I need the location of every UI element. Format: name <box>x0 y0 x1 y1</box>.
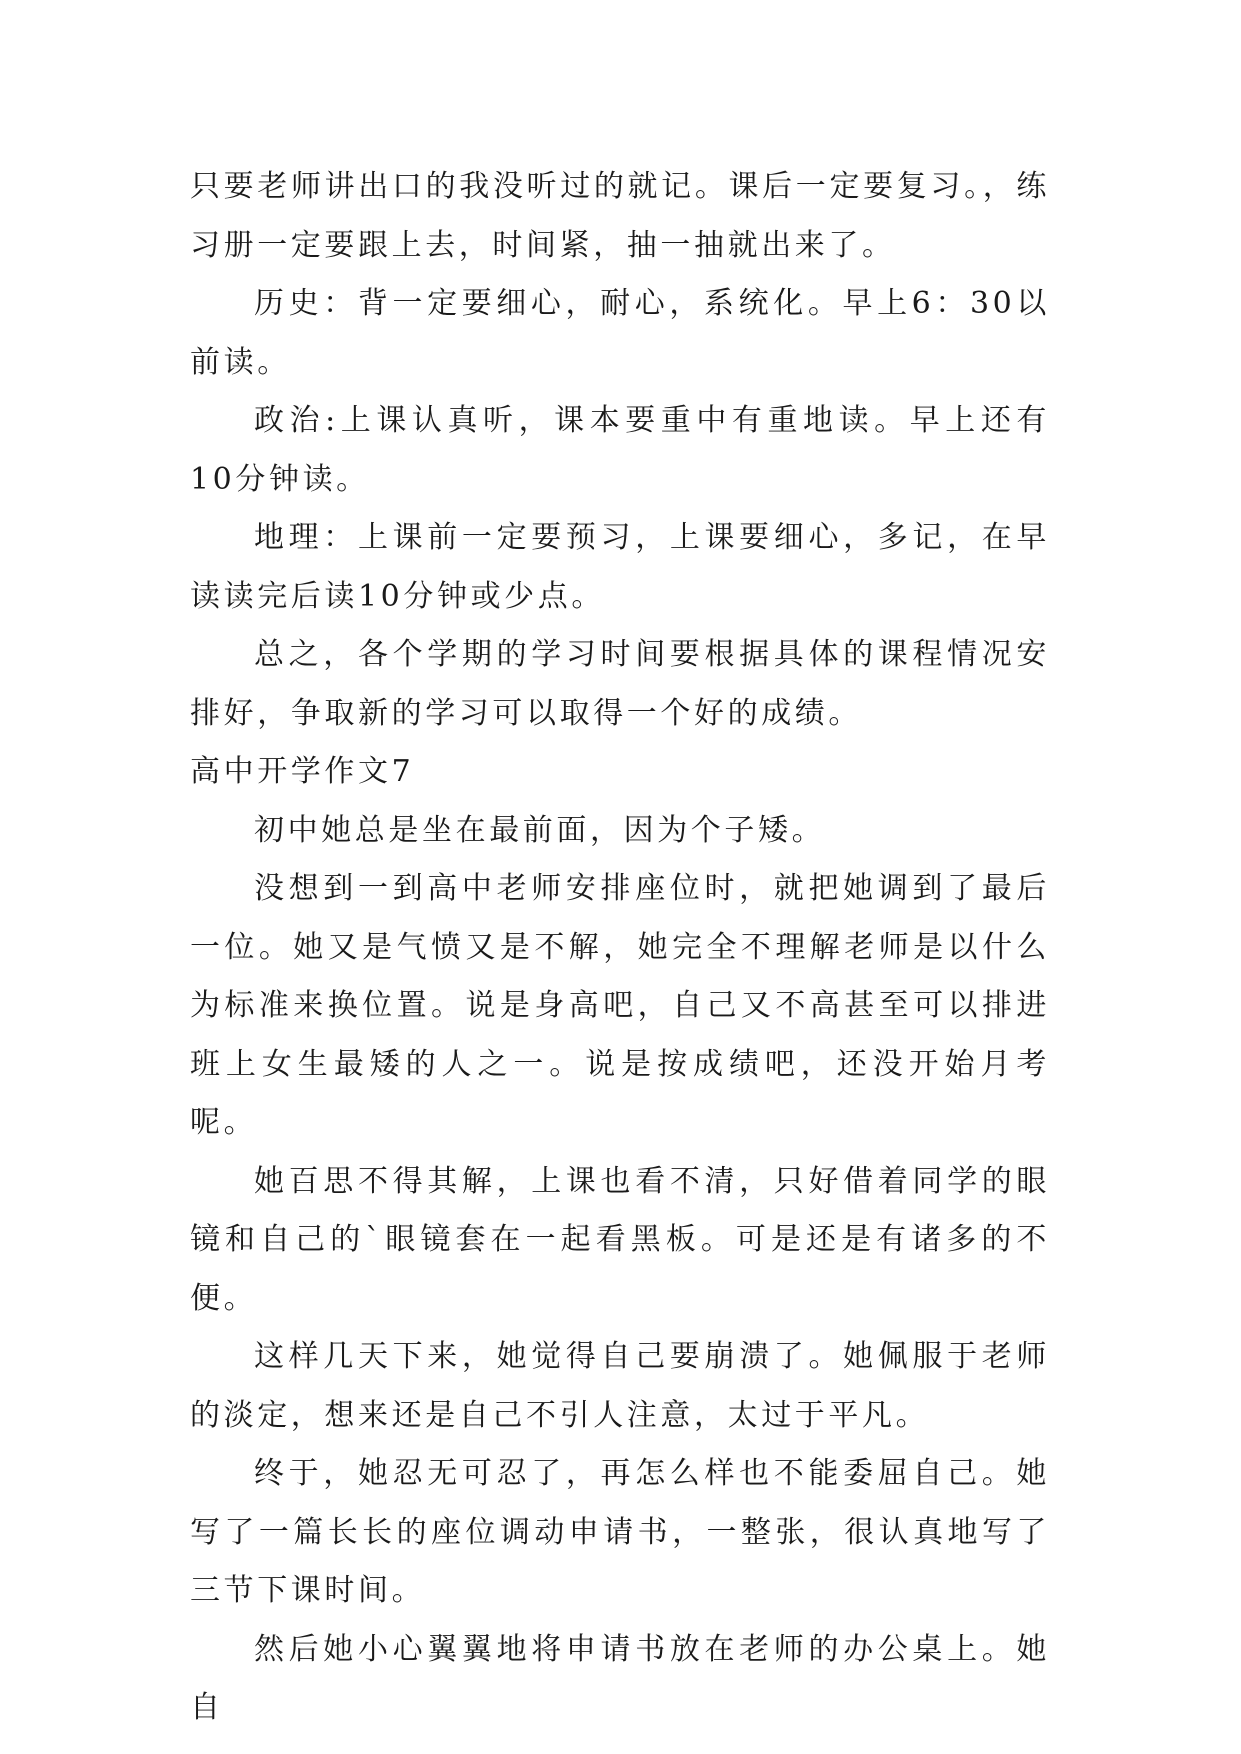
essay-heading: 高中开学作文7 <box>190 754 415 789</box>
document-page <box>190 158 1050 1738</box>
essay-paragraph: 没想到一到高中老师安排座位时，就把她调到了最后一位。她又是气愤又是不解，她完全不理解老师是以什么为标准来换位置。说是身高吧，自己又不高甚至可以排进班上女生最矮的人之一。说是按成绩吧，还没开始月考呢。 <box>190 871 1050 1140</box>
paragraph-study-tips: 只要老师讲出口的我没听过的就记。课后一定要复习。，练习册一定要跟上去，时间紧，抽一抽就出来了。 <box>190 169 1050 263</box>
essay-paragraph: 然后她小心翼翼地将申请书放在老师的办公桌上。她自 <box>190 1631 1050 1725</box>
paragraph-history: 历史：背一定要细心，耐心，系统化。早上6：30以前读。 <box>190 286 1050 380</box>
essay-paragraph: 初中她总是坐在最前面，因为个子矮。 <box>254 812 826 848</box>
essay-paragraph: 她百思不得其解，上课也看不清，只好借着同学的眼镜和自己的`眼镜套在一起看黑板。可是还是有诸多的不便。 <box>190 1163 1050 1316</box>
paragraph-conclusion: 总之，各个学期的学习时间要根据具体的课程情况安排好，争取新的学习可以取得一个好的成绩。 <box>190 637 1050 731</box>
paragraph-geography: 地理：上课前一定要预习，上课要细心，多记，在早读读完后读10分钟或少点。 <box>190 520 1050 614</box>
essay-paragraph: 这样几天下来，她觉得自己要崩溃了。她佩服于老师的淡定，想来还是自己不引人注意，太过于平凡。 <box>190 1339 1050 1433</box>
paragraph-politics: 政治:上课认真听，课本要重中有重地读。早上还有10分钟读。 <box>190 403 1050 497</box>
essay-paragraph: 终于，她忍无可忍了，再怎么样也不能委屈自己。她写了一篇长长的座位调动申请书，一整张，很认真地写了三节下课时间。 <box>190 1456 1050 1608</box>
